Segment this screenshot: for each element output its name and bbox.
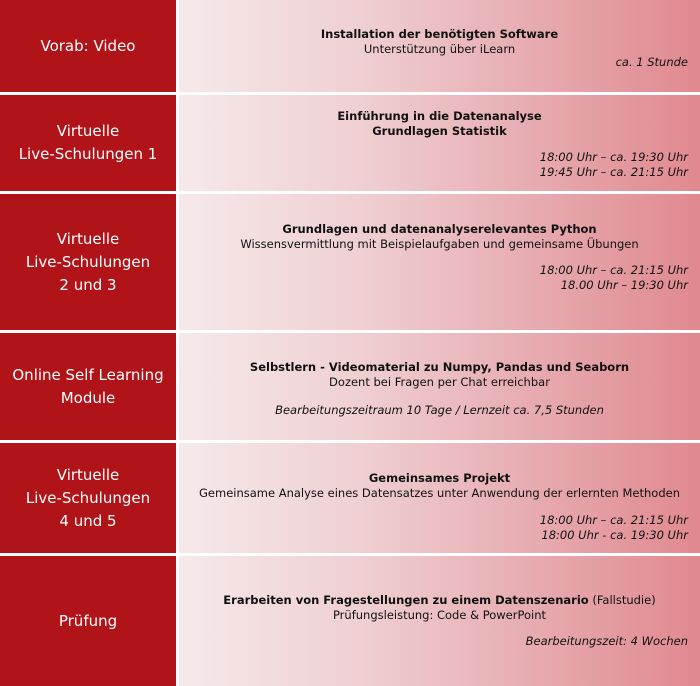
schedule-row-exam [0, 556, 700, 686]
schedule-row-live-2-3 [0, 194, 700, 330]
row-label-line: Vorab: Video [40, 36, 136, 55]
row-subtitle: Unterstützung über iLearn [363, 42, 516, 56]
row-title: Gemeinsames Projekt [368, 471, 511, 485]
row-title: Grundlagen Statistik [372, 124, 507, 138]
row-label-line: Online Self Learning [12, 365, 164, 384]
row-label-line: Module [60, 388, 116, 407]
schedule-row-live-4-5 [0, 443, 700, 553]
row-time: 18.00 Uhr – 19:30 Uhr [560, 278, 688, 292]
row-title: Grundlagen und datenanalyserelevantes Python [282, 222, 597, 236]
row-title-line [179, 593, 700, 608]
row-title: Installation der benötigten Software [320, 27, 559, 41]
row-subtitle: Wissensvermittlung mit Beispielaufgaben und gemeinsame Übungen [240, 237, 639, 251]
row-title: Einführung in die Datenanalyse [337, 109, 542, 123]
row-time: Bearbeitungszeit: 4 Wochen [525, 634, 688, 648]
row-title-suffix: (Fallstudie) [588, 593, 656, 607]
row-label-line: Live-Schulungen 1 [18, 145, 158, 163]
schedule-row-live-1 [0, 95, 700, 191]
row-label-line: Live-Schulungen [25, 488, 151, 507]
row-content [179, 556, 700, 686]
row-label [0, 443, 176, 553]
row-title: Erarbeiten von Fragestellungen zu einem Datenszenario [223, 593, 589, 607]
row-content [179, 194, 700, 330]
row-subtitle: Gemeinsame Analyse eines Datensatzes unter Anwendung der erlernten Methoden [199, 486, 680, 500]
row-time: 18:00 Uhr – ca. 21:15 Uhr [539, 513, 688, 527]
schedule-row-self-learning [0, 333, 700, 440]
row-note: Bearbeitungszeitraum 10 Tage / Lernzeit ca. 7,5 Stunden [275, 403, 604, 417]
row-time: 18:00 Uhr - ca. 19:30 Uhr [541, 528, 688, 542]
row-label-line: 4 und 5 [59, 511, 117, 530]
row-content [179, 443, 700, 553]
row-label [0, 556, 176, 686]
row-label [0, 0, 176, 92]
row-title: Selbstlern - Videomaterial zu Numpy, Pandas und Seaborn [249, 360, 630, 374]
schedule-row-video [0, 0, 700, 92]
row-content [179, 0, 700, 92]
row-label [0, 333, 176, 440]
row-time: 18:00 Uhr – ca. 19:30 Uhr [539, 150, 688, 164]
row-label-line: Virtuelle [56, 465, 120, 484]
row-content [179, 95, 700, 191]
row-label-line: Live-Schulungen [25, 252, 151, 271]
row-label-line: Virtuelle [56, 122, 120, 140]
row-label-line: Prüfung [58, 611, 118, 630]
row-time: 18:00 Uhr – ca. 21:15 Uhr [539, 263, 688, 277]
row-time: 19:45 Uhr – ca. 21:15 Uhr [539, 165, 688, 179]
row-content [179, 333, 700, 440]
row-label [0, 95, 176, 191]
row-subtitle: Dozent bei Fragen per Chat erreichbar [329, 375, 550, 389]
row-label-line: 2 und 3 [59, 275, 117, 294]
row-label-line: Virtuelle [56, 229, 120, 248]
row-label [0, 194, 176, 330]
row-subtitle: Prüfungsleistung: Code & PowerPoint [332, 608, 547, 622]
row-time: ca. 1 Stunde [615, 55, 688, 69]
